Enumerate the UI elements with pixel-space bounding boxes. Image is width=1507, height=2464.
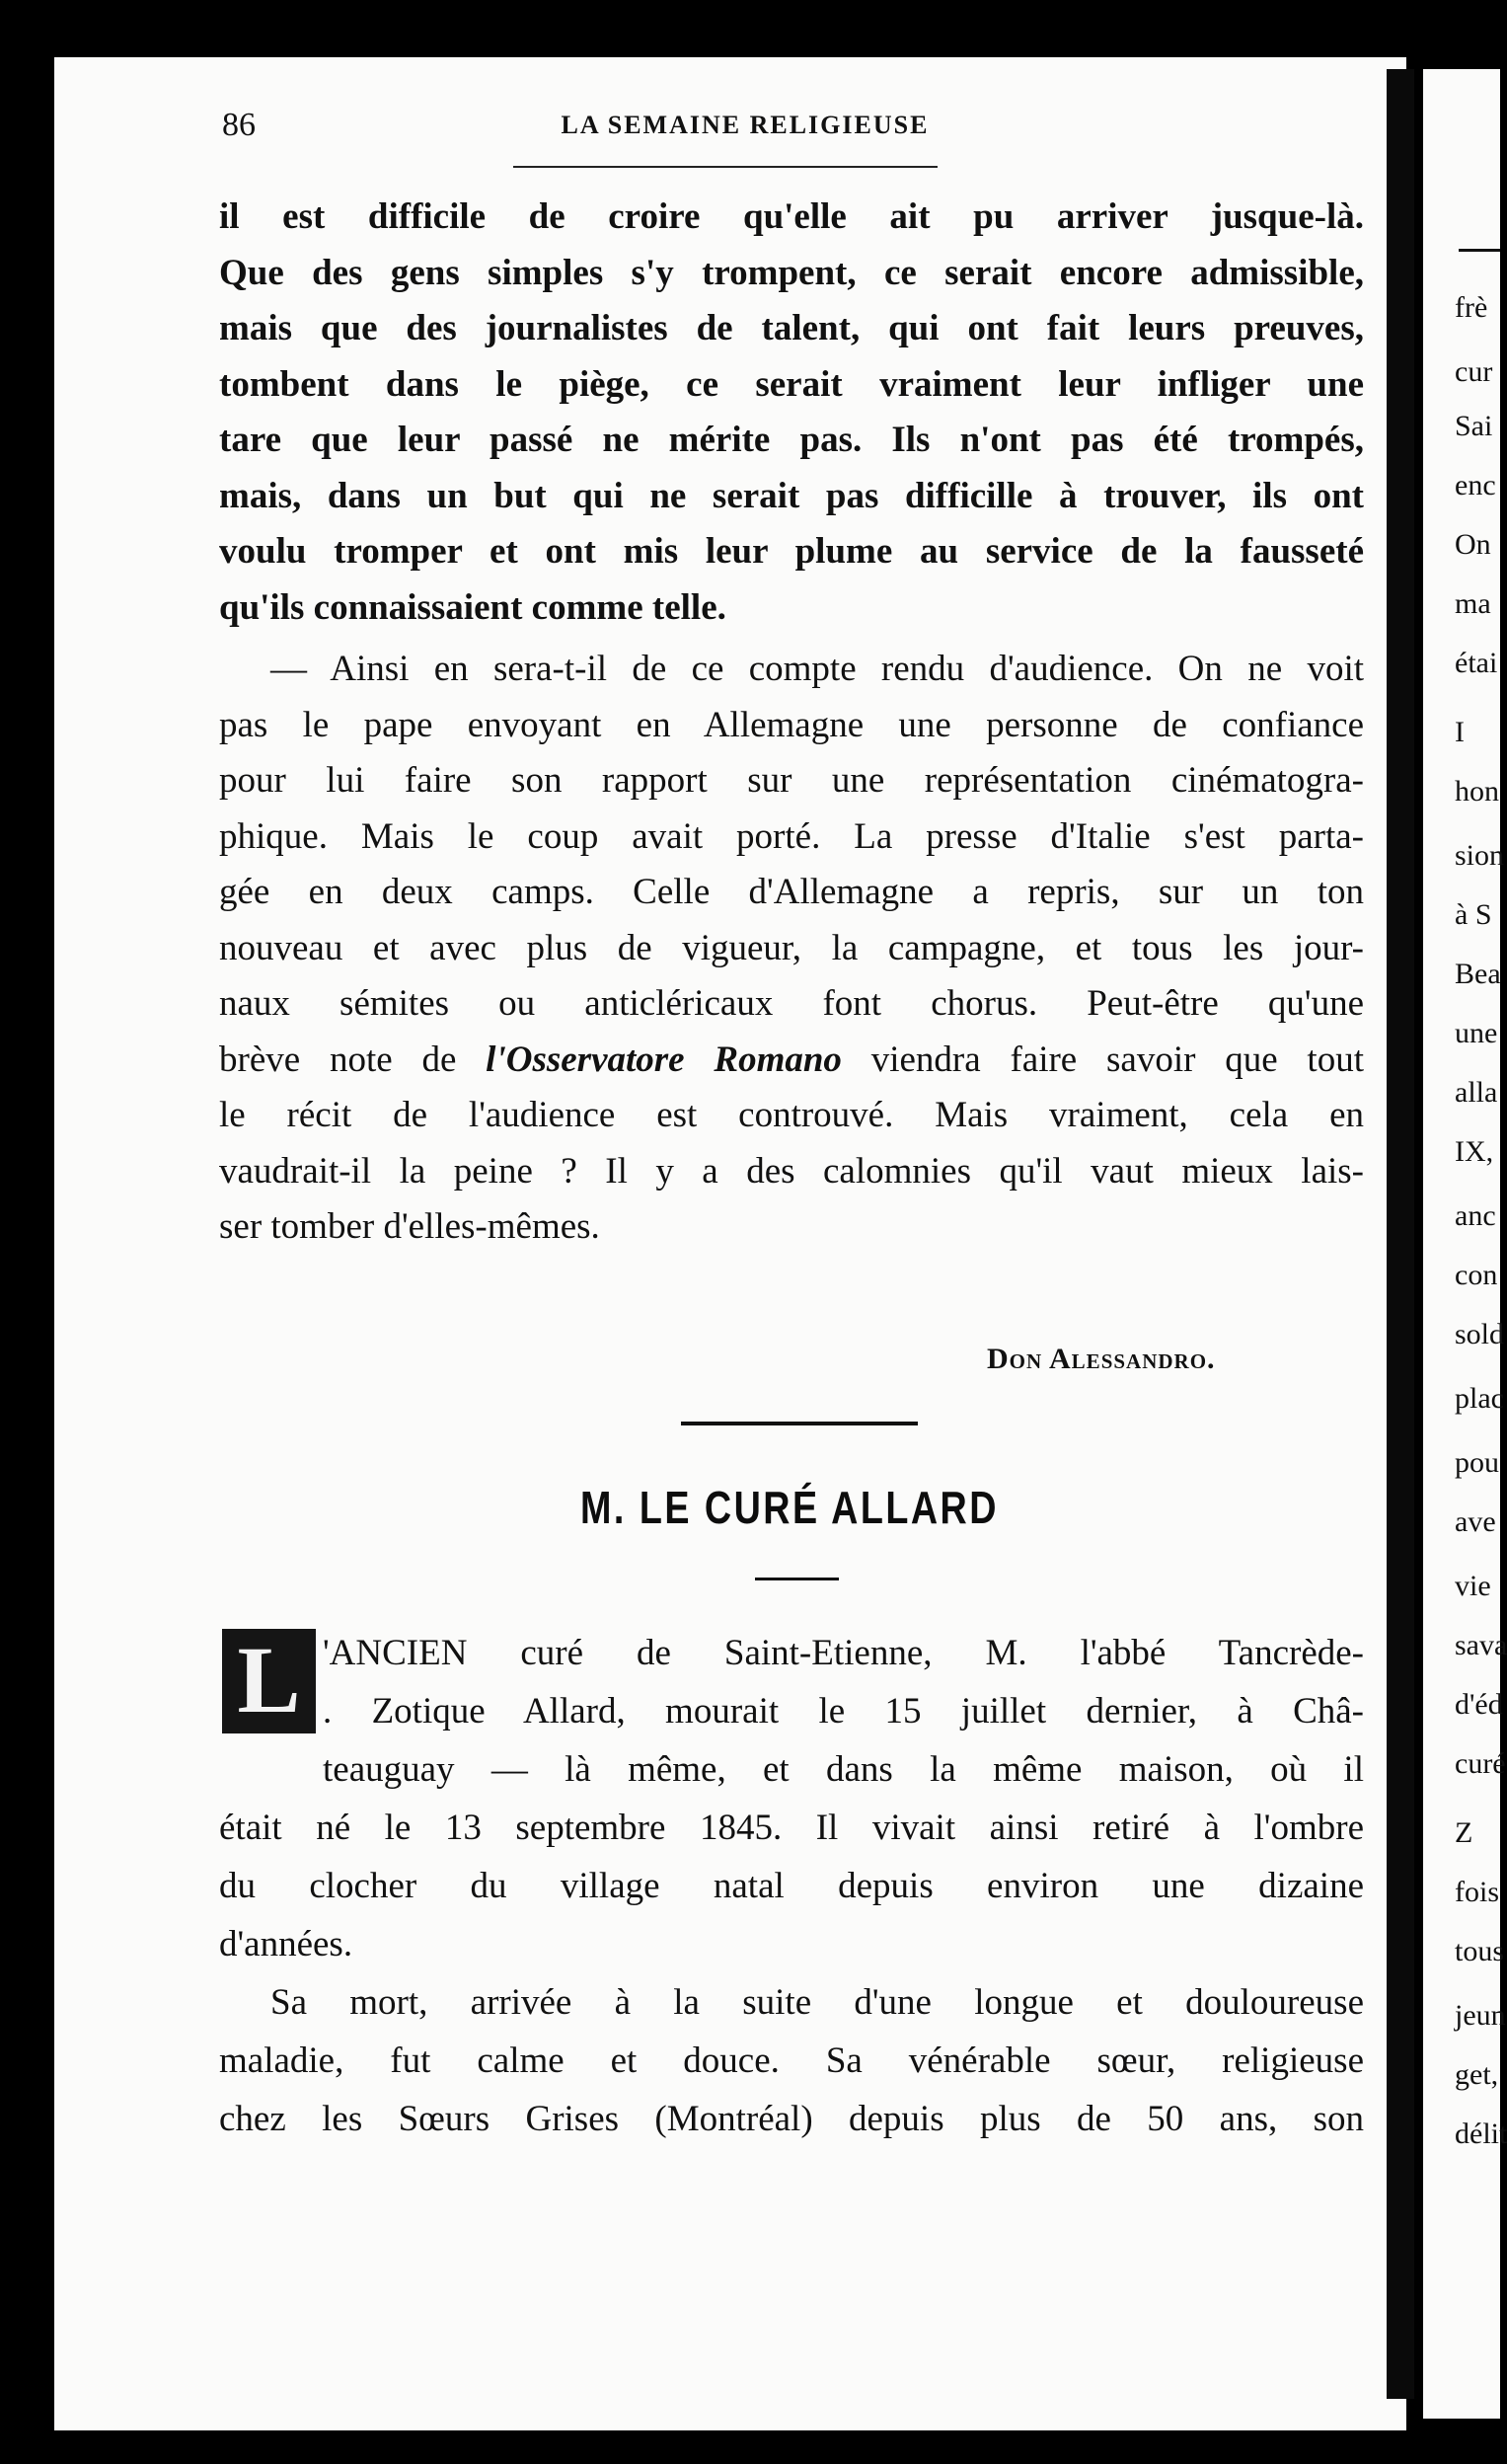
text-line: du clocher du village natal depuis environ une dizaine bbox=[219, 1866, 1364, 1906]
header-rule bbox=[513, 166, 938, 168]
adjacent-page-fragment: Sai bbox=[1455, 410, 1493, 442]
adjacent-page-fragment: sava bbox=[1455, 1629, 1507, 1661]
text-line: Que des gens simples s'y trompent, ce serait encore admissible, bbox=[219, 252, 1364, 293]
adjacent-page-fragment: con bbox=[1455, 1259, 1498, 1291]
text-line: 'ANCIEN curé de Saint-Etienne, M. l'abbé Tancrède- bbox=[323, 1633, 1364, 1673]
text-line: ser tomber d'elles-mêmes. bbox=[219, 1206, 600, 1247]
adjacent-page-fragment: délit bbox=[1455, 2118, 1507, 2150]
adjacent-page-fragment: vie bbox=[1455, 1570, 1491, 1602]
text-line: naux sémites ou anticléricaux font chorus. Peut-être qu'une bbox=[219, 983, 1364, 1024]
adjacent-page bbox=[1423, 69, 1507, 2419]
adjacent-page-fragment: cur bbox=[1455, 355, 1493, 388]
adjacent-page-fragment: à S bbox=[1455, 898, 1492, 931]
adjacent-page-fragment: une bbox=[1455, 1017, 1498, 1049]
adjacent-page-fragment: IX, bbox=[1455, 1135, 1494, 1168]
text-line: — Ainsi en sera-t-il de ce compte rendu d'audience. On ne voit bbox=[270, 649, 1364, 689]
adjacent-page-fragment: étai bbox=[1455, 647, 1498, 679]
text-line: phique. Mais le coup avait porté. La presse d'Italie s'est parta- bbox=[219, 815, 1364, 857]
publication-name: l'Osservatore Romano bbox=[486, 1039, 842, 1080]
adjacent-page-fragment: hon bbox=[1455, 775, 1499, 808]
adjacent-page-fragment: ma bbox=[1455, 587, 1491, 620]
text-line: . Zotique Allard, mourait le 15 juillet dernier, à Châ- bbox=[323, 1691, 1364, 1732]
adjacent-page-fragment: enc bbox=[1455, 469, 1496, 501]
text-fragment: viendra faire savoir que tout bbox=[841, 1039, 1364, 1080]
obituary-article bbox=[219, 1624, 1364, 2148]
adjacent-page-fragment: d'éd bbox=[1455, 1688, 1503, 1721]
adjacent-page-fragment: Z bbox=[1455, 1816, 1473, 1849]
adjacent-page-fragment: pou bbox=[1455, 1446, 1499, 1479]
title-underline bbox=[755, 1578, 839, 1580]
drop-cap-letter: L bbox=[237, 1627, 301, 1732]
page-header bbox=[222, 107, 1367, 150]
adjacent-page-fragment: I bbox=[1455, 716, 1465, 748]
section-divider bbox=[681, 1422, 918, 1425]
adjacent-page-fragment: ave bbox=[1455, 1505, 1496, 1538]
text-line: mais, dans un but qui ne serait pas difficille à trouver, ils ont bbox=[219, 475, 1364, 516]
adjacent-page-fragment: curé bbox=[1455, 1747, 1506, 1780]
adjacent-page-fragment: frè bbox=[1455, 291, 1488, 324]
section-title: M. LE CURÉ ALLARD bbox=[580, 1482, 999, 1533]
adjacent-page-fragment: anc bbox=[1455, 1199, 1496, 1232]
running-title: LA SEMAINE RELIGIEUSE bbox=[561, 111, 930, 139]
adjacent-page-fragment: plac bbox=[1455, 1382, 1504, 1415]
text-line: maladie, fut calme et douce. Sa vénérable sœur, religieuse bbox=[219, 2040, 1364, 2081]
text-line: tombent dans le piège, ce serait vraiment leur infliger une bbox=[219, 363, 1364, 405]
text-line: nouveau et avec plus de vigueur, la campagne, et tous les jour- bbox=[219, 927, 1364, 968]
adjacent-page-fragment: On bbox=[1455, 528, 1491, 561]
text-line-with-italic bbox=[219, 1033, 1364, 1089]
book-spine bbox=[1387, 69, 1414, 2399]
text-line: voulu tromper et ont mis leur plume au service de la fausseté bbox=[219, 531, 1364, 572]
adjacent-page-fragment: jeun bbox=[1455, 1999, 1506, 2032]
adjacent-page-fragment: sold bbox=[1455, 1318, 1505, 1350]
adjacent-page-rule bbox=[1459, 249, 1500, 252]
author-signature: Don Alessandro. bbox=[987, 1343, 1216, 1375]
text-line: pour lui faire son rapport sur une représentation cinématogra- bbox=[219, 760, 1364, 801]
text-line: gée en deux camps. Celle d'Allemagne a repris, sur un ton bbox=[219, 872, 1364, 912]
text-line: Sa mort, arrivée à la suite d'une longue et douloureuse bbox=[270, 1982, 1364, 2023]
text-line: chez les Sœurs Grises (Montréal) depuis plus de 50 ans, son bbox=[219, 2099, 1364, 2139]
text-line: le récit de l'audience est controuvé. Mais vraiment, cela en bbox=[219, 1095, 1364, 1135]
text-fragment: brève note de bbox=[219, 1039, 487, 1080]
text-line: qu'ils connaissaient comme telle. bbox=[219, 586, 726, 628]
adjacent-page-fragment: Bea bbox=[1455, 958, 1501, 990]
text-line: teauguay — là même, et dans la même maison, où il bbox=[323, 1749, 1364, 1790]
adjacent-page-fragment: alla bbox=[1455, 1076, 1498, 1109]
page-number: 86 bbox=[222, 107, 256, 143]
article-body-continued bbox=[219, 190, 1364, 1256]
adjacent-page-fragment: tous bbox=[1455, 1935, 1505, 1967]
text-line: était né le 13 septembre 1845. Il vivait ainsi retiré à l'ombre bbox=[219, 1808, 1364, 1848]
text-line: il est difficile de croire qu'elle ait pu arriver jusque-là. bbox=[219, 196, 1364, 237]
text-line: vaudrait-il la peine ? Il y a des calomnies qu'il vaut mieux lais- bbox=[219, 1150, 1364, 1192]
adjacent-page-fragment: sion bbox=[1455, 839, 1505, 872]
adjacent-page-fragment: get, bbox=[1455, 2058, 1499, 2091]
adjacent-page-fragment: fois bbox=[1455, 1876, 1499, 1908]
text-line: d'années. bbox=[219, 1924, 353, 1964]
text-line: pas le pape envoyant en Allemagne une personne de confiance bbox=[219, 704, 1364, 745]
text-line: mais que des journalistes de talent, qui ont fait leurs preuves, bbox=[219, 308, 1364, 348]
text-line: tare que leur passé ne mérite pas. Ils n'ont pas été trompés, bbox=[219, 420, 1364, 460]
